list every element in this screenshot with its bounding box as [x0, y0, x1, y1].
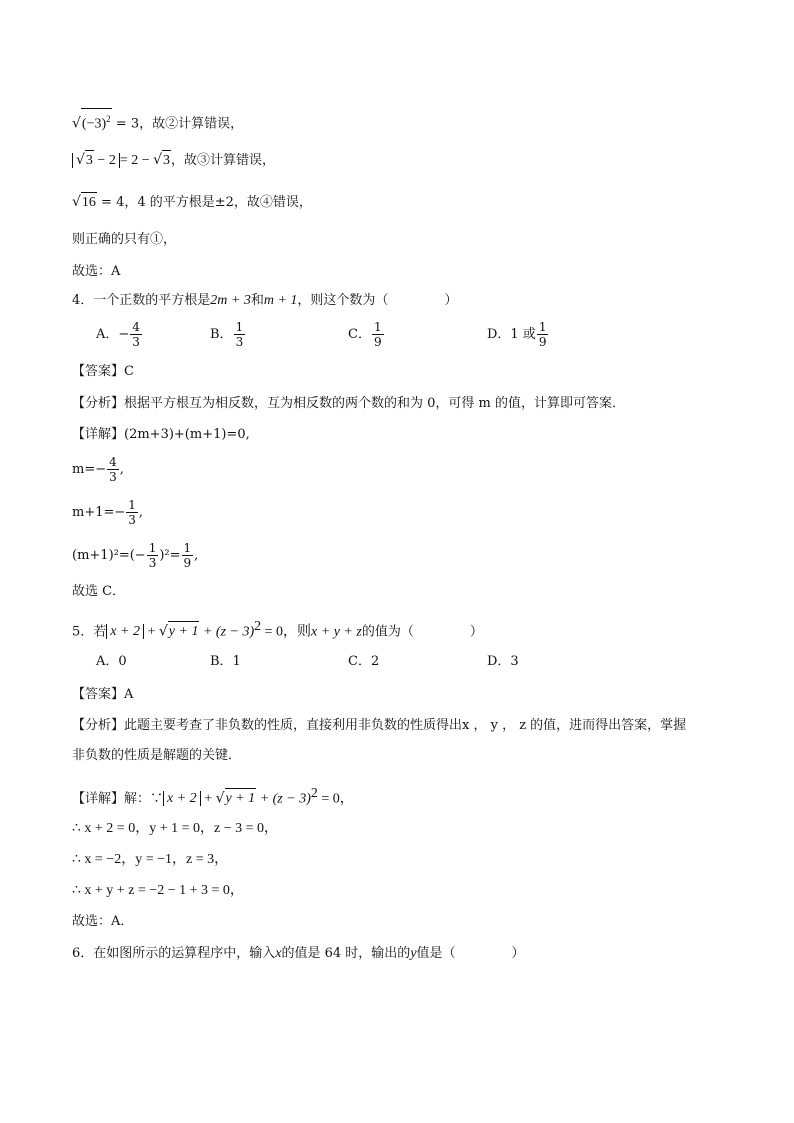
sqrt-symbol: √ — [72, 115, 81, 132]
q4-detail: 【详解】(2m+3)+(m+1)=0, — [72, 427, 250, 442]
q5-answer: 【答案】A — [72, 687, 134, 702]
question-6-stem: 6．在如图所示的运算程序中，输入x的值是 64 时，输出的y值是（ ） — [72, 946, 525, 961]
q4-step-3: (m+1)²=(− $\frac{1}{3}$ )²= $\frac{1}{9}$ , — [72, 541, 199, 570]
absolute-value: √3 − 2 — [72, 153, 120, 168]
line-abs-sqrt3: √3 − 2 = 2 − √3，故③计算错误， — [72, 150, 275, 171]
q5-option-b: B．1 — [210, 654, 241, 669]
q4-option-b: B． $\frac{1}{3}$ — [210, 320, 244, 349]
q4-option-d: D．1 或 $\frac{1}{9}$ — [487, 320, 547, 349]
line-select-a: 故选：A — [72, 264, 121, 279]
q4-select: 故选 C． — [72, 584, 126, 599]
q5-option-c: C．2 — [348, 654, 380, 669]
q5-option-a: A．0 — [96, 654, 127, 669]
q4-step-1: m=− $\frac{4}{3}$ , — [72, 455, 124, 484]
q4-step-2: m+1=− $\frac{1}{3}$ , — [72, 498, 144, 527]
q5-analysis-2: 非负数的性质是解题的关键． — [72, 748, 242, 763]
q5-select: 故选：A． — [72, 914, 134, 929]
line-sqrt-neg3: $√(-3)^2 = 3$，故②计算错误， — [72, 108, 243, 135]
q5-option-d: D．3 — [487, 654, 519, 669]
q4-option-c: C． $\frac{1}{9}$ — [348, 320, 382, 349]
question-4-stem: 4．一个正数的平方根是2m + 3和m + 1，则这个数为（ ） — [72, 293, 458, 308]
line-conclusion: 则正确的只有①， — [72, 232, 177, 247]
q4-option-a: A．− $\frac{4}{3}$ — [96, 320, 140, 349]
q5-analysis-1: 【分析】此题主要考查了非负数的性质，直接利用非负数的性质得出x ， y ， z 的值，进而得出答案，掌握 — [72, 718, 687, 733]
q5-step-3: ∴ x + y + z = −2 − 1 + 3 = 0， — [72, 883, 244, 898]
q4-analysis: 【分析】根据平方根互为相反数，互为相反数的两个数的和为 0，可得 m 的值，计算即可答案． — [72, 396, 625, 411]
question-5-stem: 5．若 $x + 2 + √y + 1 + (z - 3)^2 = 0$，则x + y + z的值为（ ） — [72, 617, 483, 642]
radicand: $(-3)^2$ — [81, 108, 112, 135]
q5-step-1: ∴ x + 2 = 0，y + 1 = 0，z − 3 = 0， — [72, 821, 278, 836]
line-sqrt16: √16 = 4，4 的平方根是±2，故④错误， — [72, 192, 312, 213]
q5-step-2: ∴ x = −2，y = −1，z = 3， — [72, 852, 229, 867]
q5-detail: 【详解】解：∵ $x + 2 + √y + 1 + (z - 3)^2 = 0$， — [72, 784, 354, 809]
q4-answer: 【答案】C — [72, 364, 134, 379]
